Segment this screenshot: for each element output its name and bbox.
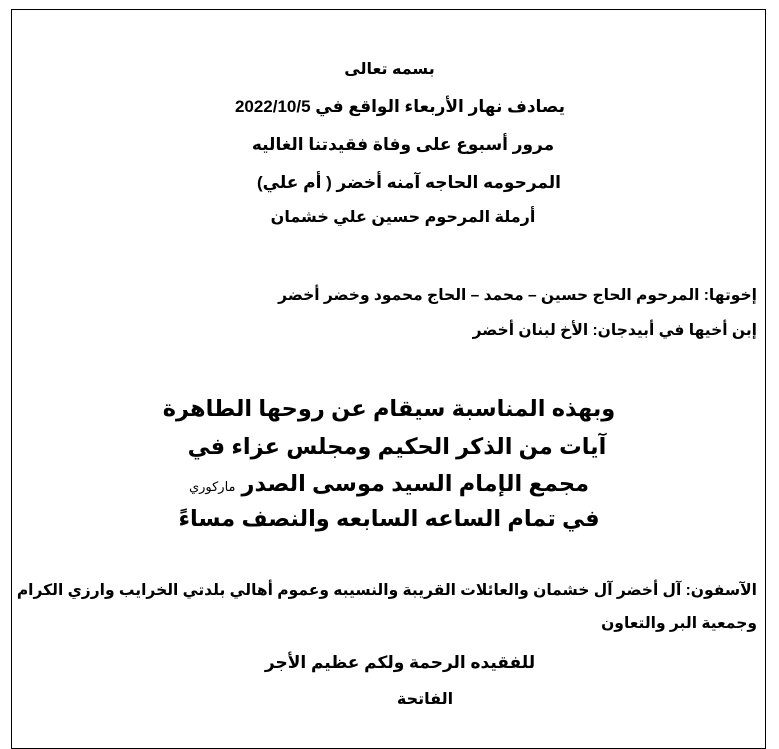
- widow-of-line: أرملة المرحوم حسين علي خشمان: [270, 209, 536, 226]
- fatiha-line: الفاتحة: [396, 691, 454, 708]
- mourners-line-2: وجمعية البر والتعاون: [601, 615, 757, 632]
- mourners-line-1: الآسفون: آل أخضر آل خشمان والعائلات القريبة والنسيبه وعموم أهالي بلدتي الخرايب وارزي الكرام: [16, 582, 757, 599]
- nephew-line: إبن أخيها في أبيدجان: الأخ لبنان أخضر: [472, 322, 757, 339]
- basmala-heading: بسمه تعالى: [344, 61, 435, 78]
- ceremony-line-2: آيات من الذكر الحكيم ومجلس عزاء في: [187, 434, 607, 459]
- deceased-name: المرحومه الحاجه آمنه أخضر ( أم علي): [256, 173, 562, 192]
- ceremony-line-1: وبهذه المناسبة سيقام عن روحها الطاهرة: [162, 396, 616, 421]
- date-line: يصادف نهار الأربعاء الواقع في 2022/10/5: [234, 97, 566, 116]
- ceremony-line-3: [0, 473, 778, 496]
- ceremony-location-note: ماركوري: [188, 479, 236, 494]
- closing-prayer: للفقيده الرحمة ولكم عظيم الأجر: [264, 653, 536, 672]
- ceremony-venue: مجمع الإمام السيد موسى الصدر: [241, 471, 590, 496]
- brothers-line: إخوتها: المرحوم الحاج حسين – محمد – الحاج محمود وخضر أخضر: [278, 287, 757, 304]
- occasion-line: مرور أسبوع على وفاة فقيدتنا الغاليه: [251, 135, 555, 154]
- ceremony-line-4: في تمام الساعه السابعه والنصف مساءً: [178, 506, 600, 531]
